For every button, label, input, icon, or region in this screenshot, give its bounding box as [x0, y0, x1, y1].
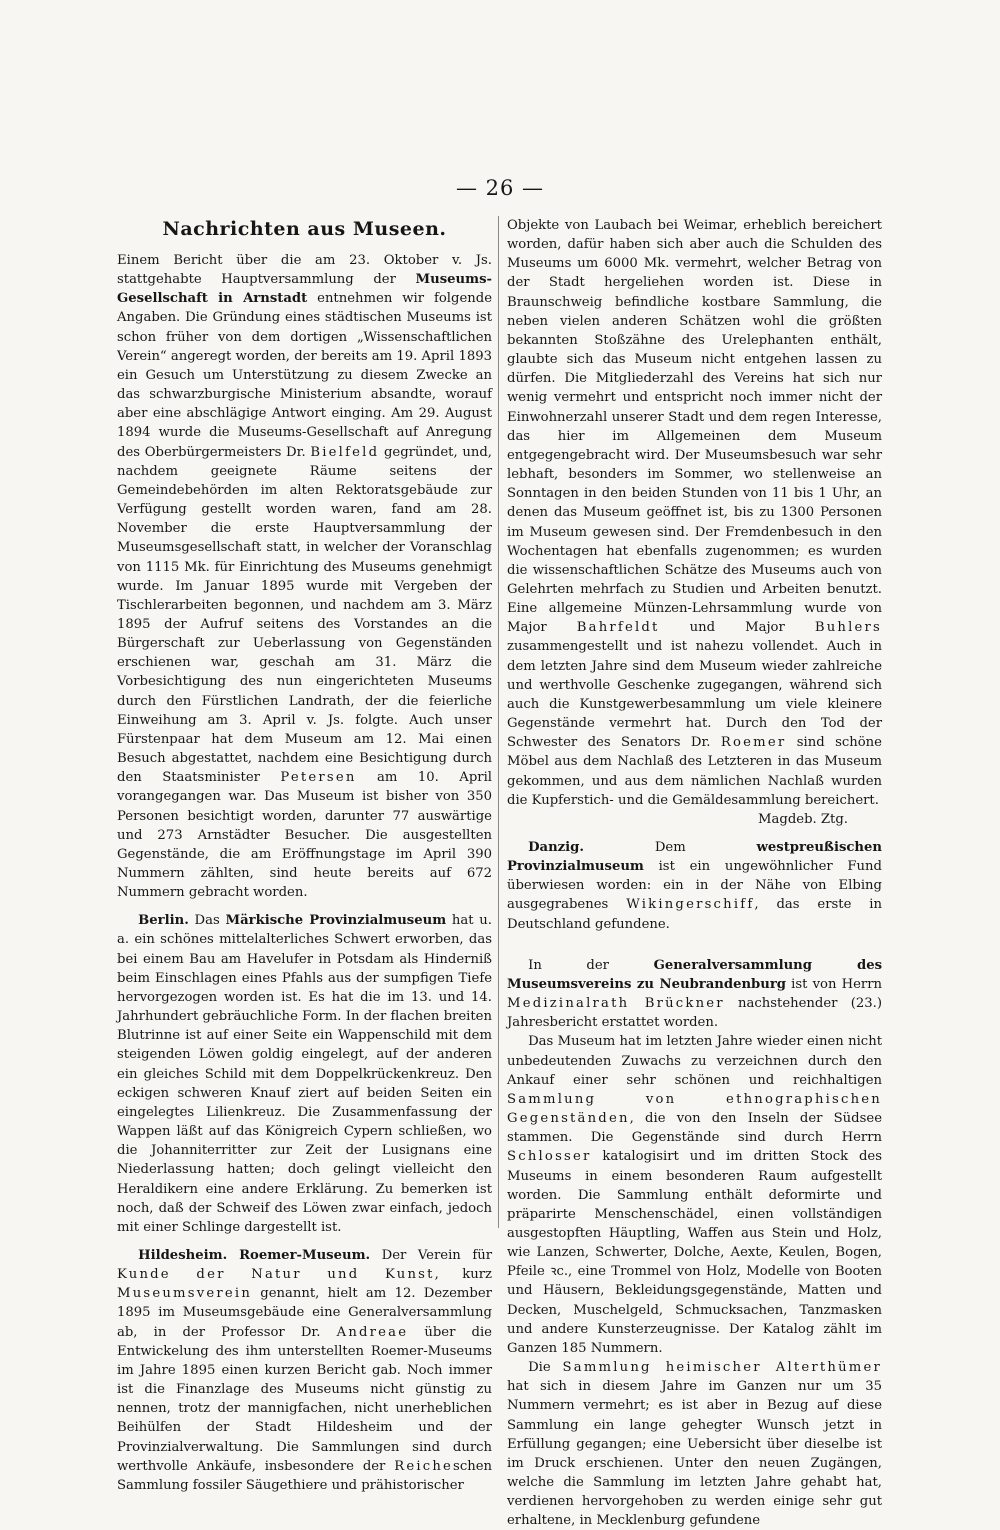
right-column	[507, 216, 882, 1530]
source-citation: Magdeb. Ztg.	[758, 811, 848, 827]
text-run: Die	[528, 1360, 563, 1376]
text-run: schen Sammlung fossiler Säugethiere und prähistorischer	[117, 1458, 492, 1493]
text-run: und Major	[659, 620, 815, 636]
text-run: ist von Herrn	[786, 976, 882, 992]
text-run: Der Verein für	[370, 1247, 492, 1263]
text-run: Andreae	[336, 1324, 409, 1340]
text-run: Hildesheim. Roemer-Museum.	[138, 1247, 371, 1263]
text-run: westpreußischen Provinzialmuseum	[507, 840, 882, 875]
text-run: am 10. April vorangegangen war. Das Museum ist bisher von 350 Personen besichtigt worden, darunter 77 auswärtige und 273 Arnstädter Besucher. Die ausgestellten Gegenstände, die am Eröffnungstage im April 390 Nummern zählten, sind heute bereits auf 672 Nummern gebracht worden.	[117, 770, 493, 901]
text-run: hat u. a. ein schönes mittelalterliches Schwert erworben, das bei einem Bau am Havelufer in Potsdam als Hinderniß beim Einschlagen eines Pfahls aus der sumpfigen Tiefe hervorgezogen worden ist. Es hat die im 13. und 14. Jahrhundert gebräuchliche Form. In der flachen breiten Blutrinne ist auf einer Seite ein Wappenschild mit dem steigenden Löwen goldig eingelegt, auf der anderen ein gleiches Schild mit dem Doppelkrückenkreuz. Den eckigen schweren Knauf ziert auf beiden Seiten ein eingelegtes Lilienkreuz. Die Zusammenfassung der Wappen läßt auf das Königreich Cypern schließen, wo die Johanniterritter zur Zeit der Lusignans eine Niederlassung hatten; doch gelingt vielleicht den Heraldikern eine andere Erklärung. Zu bemerken ist noch, daß der Schweif des Löwen zwar einfach, jedoch mit einer Schlinge dargestellt ist.	[117, 913, 492, 1235]
text-run: Märkische Provinzialmuseum	[225, 913, 447, 929]
text-run: sind schöne Möbel aus dem Nachlaß des Letzteren in das Museum gekommen, und aus dem nämlichen Nachlaß wurden die Kupferstich- und die Gemäldesammlung bereichert.	[507, 735, 882, 808]
column-divider	[498, 216, 499, 1228]
text-run: ist ein ungewöhnlicher Fund überwiesen worden: ein in der Nähe von Elbing ausgegrabenes	[507, 859, 882, 913]
text-run: Sammlung heimischer Alterthümer	[562, 1360, 882, 1376]
text-run: Danzig.	[528, 840, 584, 855]
text-run: Generalversammlung des Museumsvereins zu Neubrandenburg	[507, 957, 883, 992]
text-run: Museums-Gesellschaft in Arnstadt	[117, 272, 492, 307]
article-hildesheim-continued	[507, 216, 882, 810]
article-arnstadt	[117, 251, 492, 902]
section-title: Nachrichten aus Museen.	[162, 218, 447, 240]
text-run: Das	[188, 913, 226, 929]
text-run: Museumsverein	[117, 1286, 253, 1302]
text-run: hat sich in diesem Jahre im Ganzen nur um 35 Nummern vermehrt; es ist aber in Bezug auf diese Sammlung ein lange gehegter Wunsch jetzt in Erfüllung gegangen; eine Uebersicht über dieselbe ist im Druck erschienen. Unter den neuen Zugängen, welche die Sammlung im letzten Jahre gehabt hat, verdienen hervorgehoben zu werden einige sehr gut erhaltene, in Mecklenburg gefundene	[507, 1379, 882, 1529]
text-run: Einem Bericht über die am 23. Oktober v. Js. stattgehabte Hauptversammlung der	[117, 253, 492, 288]
text-run: gegründet, und, nachdem geeignete Räume seitens der Gemeindebehörden im alten Rektoratsgebäude zur Verfügung gestellt worden waren, fand am 28. November die erste Hauptversammlung der Museumsgesellschaft statt, in welcher der Voranschlag von 1115 Mk. für Einrichtung des Museums genehmigt wurde. Im Januar 1895 wurde mit Vergeben der Tischlerarbeiten begonnen, und nachdem am 3. März 1895 der Aufruf seitens des Vorstandes an die Bürgerschaft zur Ueberlassung von Gegenständen erschienen war, geschah am 31. März die Vorbesichtigung des nun eingerichteten Museums durch den Fürstlichen Landrath, der die feierliche Einweihung am 3. April v. Js. folgte. Auch unser Fürstenpaar hat dem Museum am 12. Mai einen Besuch abgestattet, nachdem eine Besichtigung durch den Staatsminister	[117, 444, 492, 786]
article-neubrandenburg-antiquities	[507, 1358, 882, 1530]
text-run: Sammlung von ethnographischen Gegenständen	[507, 1091, 882, 1127]
text-run: genannt, hielt am 12. Dezember 1895 im Museumsgebäude eine Generalversammlung ab, in der Professor Dr.	[117, 1286, 492, 1340]
article-danzig	[507, 838, 882, 934]
left-column	[117, 216, 492, 1495]
article-neubrandenburg-ethnography	[507, 1032, 882, 1358]
text-run: Wikingerschiff	[626, 897, 755, 913]
text-run: zusammengestellt und ist nahezu vollendet. Auch in dem letzten Jahre sind dem Museum wieder zahlreiche und werthvolle Geschenke zugegangen, während sich auch die Kunstgewerbesammlung um viele kleinere Gegenstände vermehrt hat. Durch den Tod der Schwester des Senators Dr.	[507, 639, 882, 751]
text-run: Berlin.	[138, 913, 189, 929]
text-run: Medizinalrath Brückner	[507, 996, 725, 1012]
text-run: Bahrfeldt	[576, 620, 660, 636]
text-run: entnehmen wir folgende Angaben. Die Gründung eines städtischen Museums ist schon früher von dem dortigen „Wissenschaftlichen Verein“ angeregt worden, der bereits am 19. April 1893 ein Gesuch um Unterstützung zu diesem Zwecke an das schwarzburgische Ministerium absandte, worauf aber eine abschlägige Antwort einging. Am 29. August 1894 wurde die Museums-Gesellschaft auf Anregung des Oberbürgermeisters Dr.	[117, 291, 492, 460]
text-run: , kurz	[434, 1267, 493, 1283]
article-berlin	[117, 911, 492, 1237]
text-run: Reiche	[394, 1458, 454, 1474]
text-run: Dem	[584, 840, 757, 855]
text-run: , das erste in Deutschland gefundene.	[507, 897, 883, 932]
text-run: Schlosser	[507, 1149, 592, 1165]
text-run: Bielfeld	[310, 444, 380, 460]
text-run: Das Museum hat im letzten Jahre wieder einen nicht unbedeutenden Zuwachs zu verzeichnen durch den Ankauf einer sehr schönen und reichhaltigen	[507, 1034, 882, 1088]
article-hildesheim	[117, 1246, 492, 1495]
text-run: Petersen	[280, 770, 357, 786]
text-run: über die Entwickelung des ihm unterstellten Roemer-Museums im Jahre 1895 einen kurzen Bericht gab. Noch immer ist die Finanzlage des Museums nicht günstig zu nennen, trotz der mannigfachen, nicht unerheblichen Beihülfen der Stadt Hildesheim und der Provinzialverwaltung. Die Sammlungen sind durch werthvolle Ankäufe, insbesondere der	[117, 1324, 492, 1474]
text-run: katalogisirt und im dritten Stock des Museums in einem besonderen Raum aufgestellt worden. Die Sammlung enthält deformirte und präparirte Menschenschädel, einen vollständigen ausgestopften Häuptling, Waffen aus Stein und Holz, wie Lanzen, Schwerter, Dolche, Aexte, Keulen, Bogen, Pfeile ꝛc., eine Trommel von Holz, Modelle von Booten und Häusern, Bekleidungsgegenstände, Matten und Decken, Muschelgeld, Schmucksachen, Tanzmasken und andere Kunsterzeugnisse. Der Katalog zählt im Ganzen 185 Nummern.	[507, 1149, 882, 1356]
text-run: Kunde der Natur und Kunst	[117, 1267, 435, 1283]
text-run: nachstehender (23.) Jahresbericht erstattet worden.	[507, 996, 882, 1031]
text-run: Objekte von Laubach bei Weimar, erheblich bereichert worden, dafür haben sich aber auch die Schulden des Museums um 6000 Mk. vermehrt, welcher Betrag von der Stadt hergeliehen worden ist. Diese in Braunschweig befindliche kostbare Sammlung, die neben vielen anderen Schätzen wohl die größten bekannten Stoßzähne des Urelephanten enthält, glaubte sich das Museum nicht entgehen lassen zu dürfen. Die Mitgliederzahl des Vereins hat sich nur wenig vermehrt und entspricht noch immer nicht der Einwohnerzahl unserer Stadt und dem regen Interesse, das hier im Allgemeinen dem Museum entgegengebracht wird. Der Museumsbesuch war sehr lebhaft, besonders im Sommer, wo stellenweise an Sonntagen in den beiden Stunden von 11 bis 1 Uhr, an denen das Museum geöffnet ist, bis zu 1300 Personen im Museum gewesen sind. Der Fremdenbesuch in den Wochentagen hat ebenfalls zugenommen; es wurden die wissenschaftlichen Schätze des Museums auch von Gelehrten mehrfach zu Studien und Arbeiten benutzt. Eine allgemeine Münzen-Lehrsammlung wurde von Major	[507, 218, 882, 636]
text-run: Roemer	[720, 735, 787, 751]
article-neubrandenburg-intro	[507, 956, 882, 1033]
text-run: In der	[528, 957, 654, 973]
text-run: Buhlers	[814, 620, 882, 636]
text-run: , die von den Inseln der Südsee stammen. Die Gegenstände sind durch Herrn	[507, 1111, 882, 1146]
page-number: — 26 —	[455, 176, 545, 200]
